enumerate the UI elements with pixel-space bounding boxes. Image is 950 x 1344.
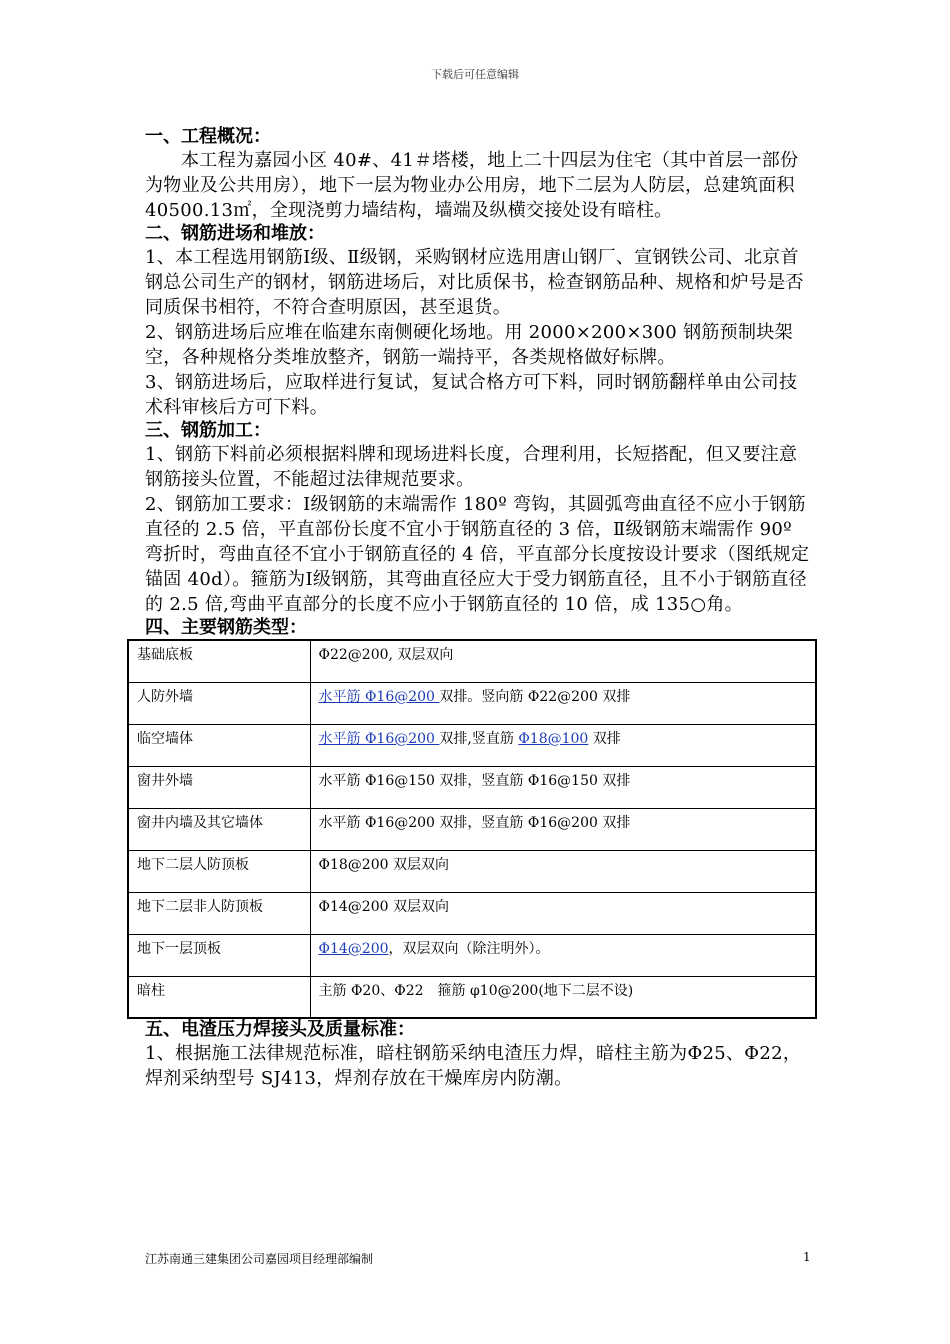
- section-2-title: 二、钢筋进场和堆放：: [145, 223, 325, 244]
- table-cell-spec: Φ18@200 双层双向: [310, 850, 816, 892]
- table-cell-name: 基础底板: [128, 640, 310, 682]
- table-cell-spec: 水平筋 Φ16@150 双排，竖直筋 Φ16@150 双排: [310, 766, 816, 808]
- section-3-paragraph-2: 2、钢筋加工要求：Ⅰ级钢筋的末端需作 180º 弯钩，其圆弧弯曲直径不应小于钢筋直径的 2.5 倍，平直部份长度不宜小于钢筋直径的 3 倍，Ⅱ级钢筋末端需作 90º 弯折时，弯曲直径不宜小于钢筋直径的 4 倍，平直部分长度按设计要求（图纸规定锚固 40d）。箍筋为Ⅰ级钢筋，其弯曲直径应大于受力钢筋直径，且不小于钢筋直径的 2.5 倍,弯曲平直部分的长度不应小于钢筋直径的 10 倍，成 135○角。: [145, 494, 810, 615]
- table-row: [128, 640, 816, 682]
- table-cell-spec: 主筋 Φ20、Φ22 箍筋 φ10@200(地下二层不设): [310, 976, 816, 1018]
- table-row: [128, 934, 816, 976]
- table-row: [128, 724, 816, 766]
- table-cell-spec: 水平筋 Φ16@200 双排,竖直筋 Φ18@100 双排: [310, 724, 816, 766]
- spec-link-2[interactable]: Φ18@100: [518, 730, 589, 747]
- table-cell-name: 地下一层顶板: [128, 934, 310, 976]
- table-row: [128, 808, 816, 850]
- spec-link[interactable]: Φ14@200: [318, 940, 389, 957]
- section-4-title: 四、主要钢筋类型：: [145, 617, 307, 638]
- table-cell-spec: 水平筋 Φ16@200 双排。竖向筋 Φ22@200 双排: [310, 682, 816, 724]
- table-row: [128, 850, 816, 892]
- page-number: 1: [803, 1250, 811, 1264]
- section-2-paragraph-3: 3、钢筋进场后，应取样进行复试，复试合格方可下料，同时钢筋翻样单由公司技术科审核后方可下料。: [145, 372, 798, 418]
- table-cell-spec: 水平筋 Φ16@200 双排，竖直筋 Φ16@200 双排: [310, 808, 816, 850]
- table-row: [128, 766, 816, 808]
- table-cell-name: 窗井内墙及其它墙体: [128, 808, 310, 850]
- page-header: 下载后可任意编辑: [431, 68, 519, 81]
- section-1-title: 一、工程概况：: [145, 126, 271, 147]
- table-cell-spec: Φ14@200 双层双向: [310, 892, 816, 934]
- document-body: [137, 126, 813, 1091]
- section-1-paragraph: 本工程为嘉园小区 40#、41＃塔楼，地上二十四层为住宅（其中首层一部份为物业及公共用房），地下一层为物业办公用房，地下二层为人防层，总建筑面积 40500.13㎡，全现浇剪力墙结构，墙端及纵横交接处设有暗柱。: [145, 150, 799, 221]
- spec-link[interactable]: 水平筋 Φ16@200: [318, 730, 440, 747]
- table-cell-spec: Φ22@200, 双层双向: [310, 640, 816, 682]
- table-row: [128, 892, 816, 934]
- section-3-paragraph-1: 1、钢筋下料前必须根据料牌和现场进料长度，合理利用，长短搭配，但又要注意钢筋接头位置，不能超过法律规范要求。: [145, 444, 798, 490]
- table-cell-spec: Φ14@200，双层双向（除注明外）。: [310, 934, 816, 976]
- section-5-title: 五、电渣压力焊接头及质量标准：: [145, 1019, 415, 1040]
- table-cell-name: 暗柱: [128, 976, 310, 1018]
- section-2-paragraph-2: 2、钢筋进场后应堆在临建东南侧硬化场地。用 2000×200×300 钢筋预制块架空，各种规格分类堆放整齐，钢筋一端持平，各类规格做好标牌。: [145, 322, 793, 368]
- rebar-type-table: [127, 639, 817, 1019]
- footer-author: 江苏南通三建集团公司嘉园项目经理部编制: [145, 1252, 374, 1266]
- section-2-paragraph-1: 1、本工程选用钢筋Ⅰ级、Ⅱ级钢，采购钢材应选用唐山钢厂、宣钢铁公司、北京首钢总公司生产的钢材，钢筋进场后，对比质保书，检查钢筋品种、规格和炉号是否同质保书相符，不符合查明原因，甚至退货。: [145, 247, 804, 318]
- table-cell-name: 人防外墙: [128, 682, 310, 724]
- section-3-title: 三、钢筋加工：: [145, 420, 271, 441]
- table-cell-name: 临空墙体: [128, 724, 310, 766]
- table-cell-name: 地下二层人防顶板: [128, 850, 310, 892]
- table-cell-name: 地下二层非人防顶板: [128, 892, 310, 934]
- spec-link[interactable]: 水平筋 Φ16@200: [318, 688, 440, 705]
- table-row: [128, 976, 816, 1018]
- table-row: [128, 682, 816, 724]
- section-5-paragraph-1: 1、根据施工法律规范标准，暗柱钢筋采纳电渣压力焊，暗柱主筋为Φ25、Φ22，焊剂采纳型号 SJ413，焊剂存放在干燥库房内防潮。: [145, 1043, 802, 1089]
- table-cell-name: 窗井外墙: [128, 766, 310, 808]
